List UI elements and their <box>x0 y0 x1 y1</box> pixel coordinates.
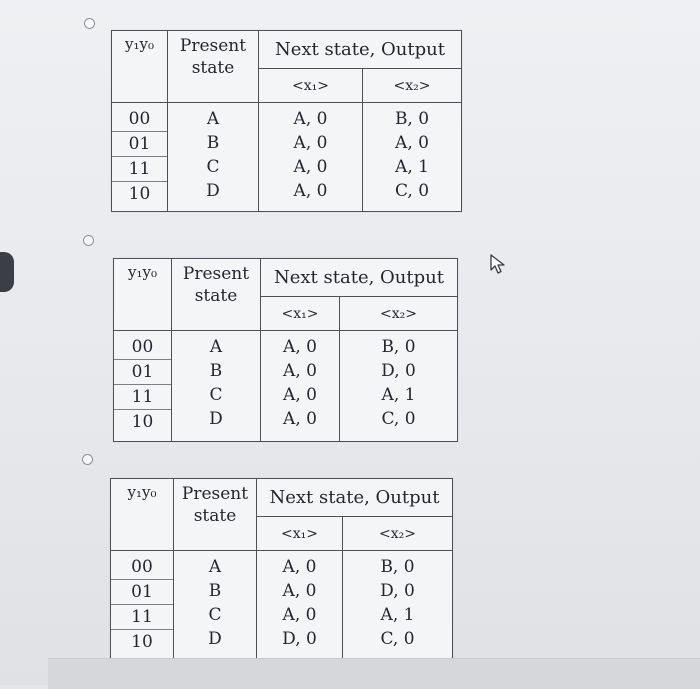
header-next-state: Next state, Output <box>257 479 453 517</box>
x2-cell: A, 0 <box>395 133 429 153</box>
side-tab[interactable] <box>0 252 14 292</box>
y-cell: 01 <box>114 360 171 385</box>
option-1-radio[interactable] <box>84 18 95 29</box>
x1-column <box>257 551 343 664</box>
x1-cell: A, 0 <box>293 157 328 177</box>
y-column <box>114 331 172 442</box>
header-x2: <x₂> <box>340 297 458 331</box>
option-3-table <box>110 478 453 664</box>
state-cell: B <box>206 133 220 153</box>
state-column <box>174 551 257 664</box>
option-1-table <box>111 30 462 212</box>
state-cell: B <box>208 581 222 601</box>
x1-cell: D, 0 <box>282 629 317 649</box>
y-cell: 01 <box>111 580 173 605</box>
x2-cell: D, 0 <box>380 581 415 601</box>
header-x1: <x₁> <box>257 517 343 551</box>
header-present-state: Present state <box>174 479 257 551</box>
y-cell: 10 <box>128 184 151 204</box>
x2-cell: A, 1 <box>380 605 415 625</box>
x1-cell: A, 0 <box>282 557 317 577</box>
x1-cell: A, 0 <box>293 181 328 201</box>
x1-cell: A, 0 <box>293 133 328 153</box>
header-x1: <x₁> <box>261 297 340 331</box>
state-cell: A <box>206 109 220 129</box>
bottom-bar <box>48 658 700 689</box>
state-cell: D <box>208 629 222 649</box>
x2-cell: B, 0 <box>394 109 430 129</box>
state-column <box>172 331 261 442</box>
x2-cell: A, 1 <box>381 385 416 405</box>
header-y: y₁y₀ <box>111 479 174 551</box>
x1-cell: A, 0 <box>283 409 317 429</box>
y-cell: 00 <box>111 555 173 580</box>
x2-cell: D, 0 <box>381 361 416 381</box>
option-2-radio[interactable] <box>83 235 94 246</box>
state-cell: C <box>206 157 220 177</box>
option-3-radio[interactable] <box>82 454 93 465</box>
x2-column <box>343 551 453 664</box>
x2-cell: B, 0 <box>380 557 415 577</box>
header-present-state: Present state <box>172 259 261 331</box>
x1-cell: A, 0 <box>282 581 317 601</box>
y-cell: 00 <box>114 335 171 360</box>
x2-cell: B, 0 <box>381 337 416 357</box>
mouse-pointer-icon <box>488 253 508 275</box>
x2-cell: C, 0 <box>380 629 415 649</box>
state-column <box>168 103 259 212</box>
header-next-state: Next state, Output <box>259 31 462 69</box>
y-column <box>112 103 168 212</box>
x2-cell: C, 0 <box>394 181 430 201</box>
y-cell: 11 <box>111 605 173 630</box>
x2-column <box>340 331 458 442</box>
x1-cell: A, 0 <box>283 385 317 405</box>
state-cell: A <box>208 557 222 577</box>
y-cell: 01 <box>112 132 167 157</box>
x1-cell: A, 0 <box>293 109 328 129</box>
x1-cell: A, 0 <box>282 605 317 625</box>
x1-cell: A, 0 <box>283 337 317 357</box>
y-cell: 10 <box>131 632 153 652</box>
y-cell: 11 <box>114 385 171 410</box>
header-y: y₁y₀ <box>112 31 168 103</box>
header-present-state: Present state <box>168 31 259 103</box>
state-cell: A <box>209 337 223 357</box>
y-cell: 00 <box>112 107 167 132</box>
state-cell: D <box>209 409 223 429</box>
x2-cell: A, 1 <box>395 157 429 177</box>
x1-cell: A, 0 <box>283 361 317 381</box>
x1-column <box>261 331 340 442</box>
header-next-state: Next state, Output <box>261 259 458 297</box>
state-cell: C <box>208 605 222 625</box>
header-x1: <x₁> <box>259 69 363 103</box>
y-cell: 10 <box>131 412 154 432</box>
x2-cell: C, 0 <box>381 409 416 429</box>
x1-column <box>259 103 363 212</box>
y-cell: 11 <box>112 157 167 182</box>
x2-column <box>363 103 462 212</box>
state-cell: B <box>209 361 223 381</box>
header-x2: <x₂> <box>363 69 462 103</box>
state-cell: C <box>209 385 223 405</box>
state-cell: D <box>206 181 220 201</box>
option-2-table <box>113 258 458 442</box>
header-y: y₁y₀ <box>114 259 172 331</box>
header-x2: <x₂> <box>343 517 453 551</box>
y-column <box>111 551 174 664</box>
